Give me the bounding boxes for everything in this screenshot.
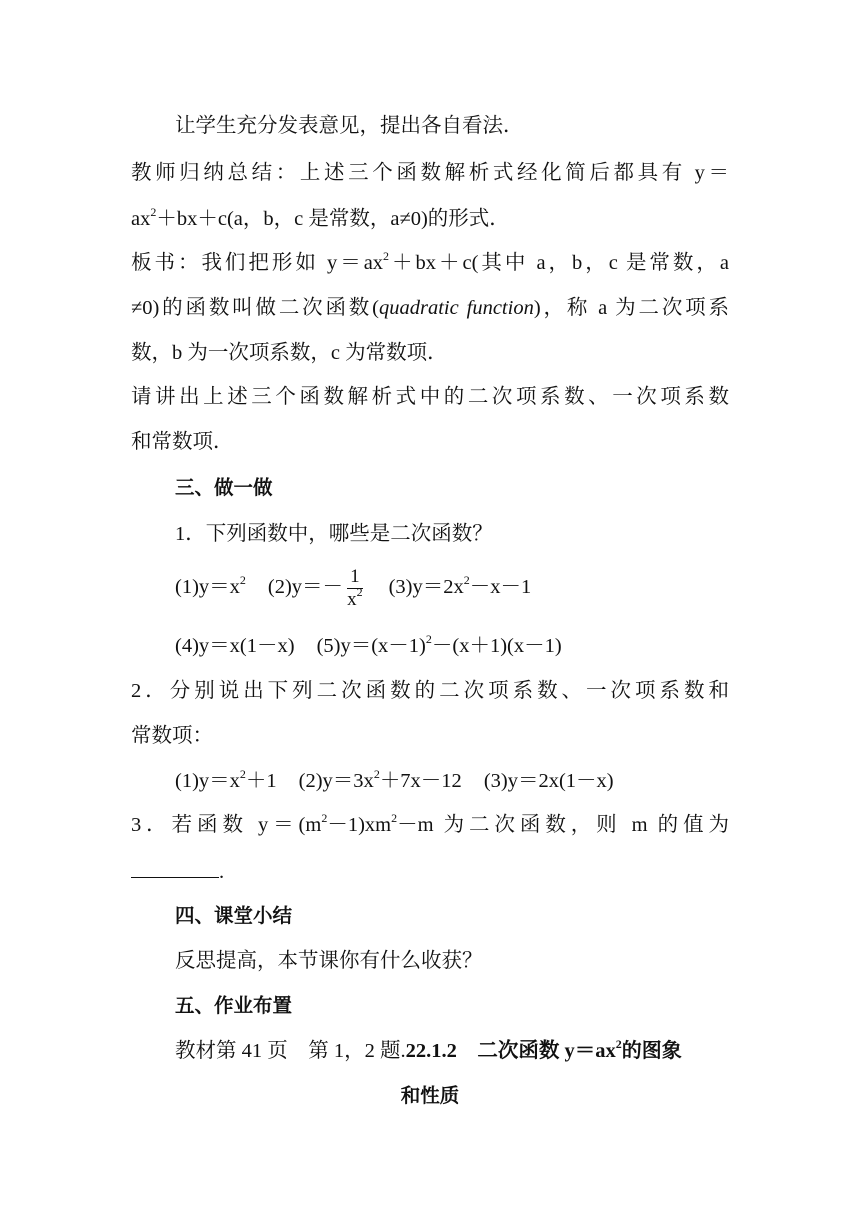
paragraph-line: 教师归纳总结：上述三个函数解析式经化简后都具有 y＝ bbox=[131, 162, 729, 184]
question-line: 常数项： bbox=[131, 725, 213, 747]
paragraph-line: 板书：我们把形如 $y=ax^2+bx+c$(其中 a，b，c 是常数，a bbox=[131, 249, 729, 274]
question-line: 3．若函数 $y=(m^2-1)xm^2-m$ 为二次函数，则 m 的值为 bbox=[131, 811, 730, 836]
question-line: 2．分别说出下列二次函数的二次项系数、一次项系数和 bbox=[131, 680, 729, 702]
formula-line: $(1)y=x^2$ (2)y＝－ $\frac{1}{x^2}$ $(3)y=2x^2-x-1$ bbox=[175, 565, 532, 610]
paragraph-line: 让学生充分发表意见，提出各自看法． bbox=[175, 115, 524, 137]
answer-blank-line: . bbox=[131, 858, 224, 886]
formula-line: $(1)y=x^2+1$ $(2)y=3x^2+7x-12$ (3)y＝2x(1－x) bbox=[175, 767, 614, 792]
section-heading: 三、做一做 bbox=[175, 476, 273, 499]
question-line: 1．下列函数中，哪些是二次函数？ bbox=[175, 523, 493, 545]
paragraph-line: ≠0)的函数叫做二次函数(quadratic function)，称 a 为二次项系 bbox=[131, 297, 730, 319]
paragraph-line: 数，b 为一次项系数，c 为常数项． bbox=[131, 342, 448, 364]
homework-line: 教材第 41 页 第 1，2 题.22.1.2 二次函数 $y=ax^2$的图象 bbox=[175, 1037, 682, 1062]
next-section-title-cont: 和性质 bbox=[400, 1084, 460, 1107]
paragraph-line: 和常数项． bbox=[131, 431, 234, 453]
paragraph-line: 反思提高，本节课你有什么收获？ bbox=[175, 950, 483, 972]
next-section-title: 22.1.2 二次函数 $y=ax^2$的图象 bbox=[405, 1037, 682, 1062]
paragraph-line: 请讲出上述三个函数解析式中的二次项系数、一次项系数 bbox=[131, 386, 729, 408]
section-heading: 四、课堂小结 bbox=[175, 904, 293, 927]
formula-line: (4)y＝x(1－x) $(5)y=(x-1)^2-(x+1)(x-1)$ bbox=[175, 632, 562, 657]
answer-blank bbox=[131, 859, 219, 878]
fraction: $\frac{1}{x^2}$ bbox=[347, 565, 363, 610]
paragraph-line: $ax^2+bx+c(a$，b，c 是常数，a≠0)的形式． bbox=[131, 205, 510, 230]
section-heading: 五、作业布置 bbox=[175, 994, 293, 1017]
